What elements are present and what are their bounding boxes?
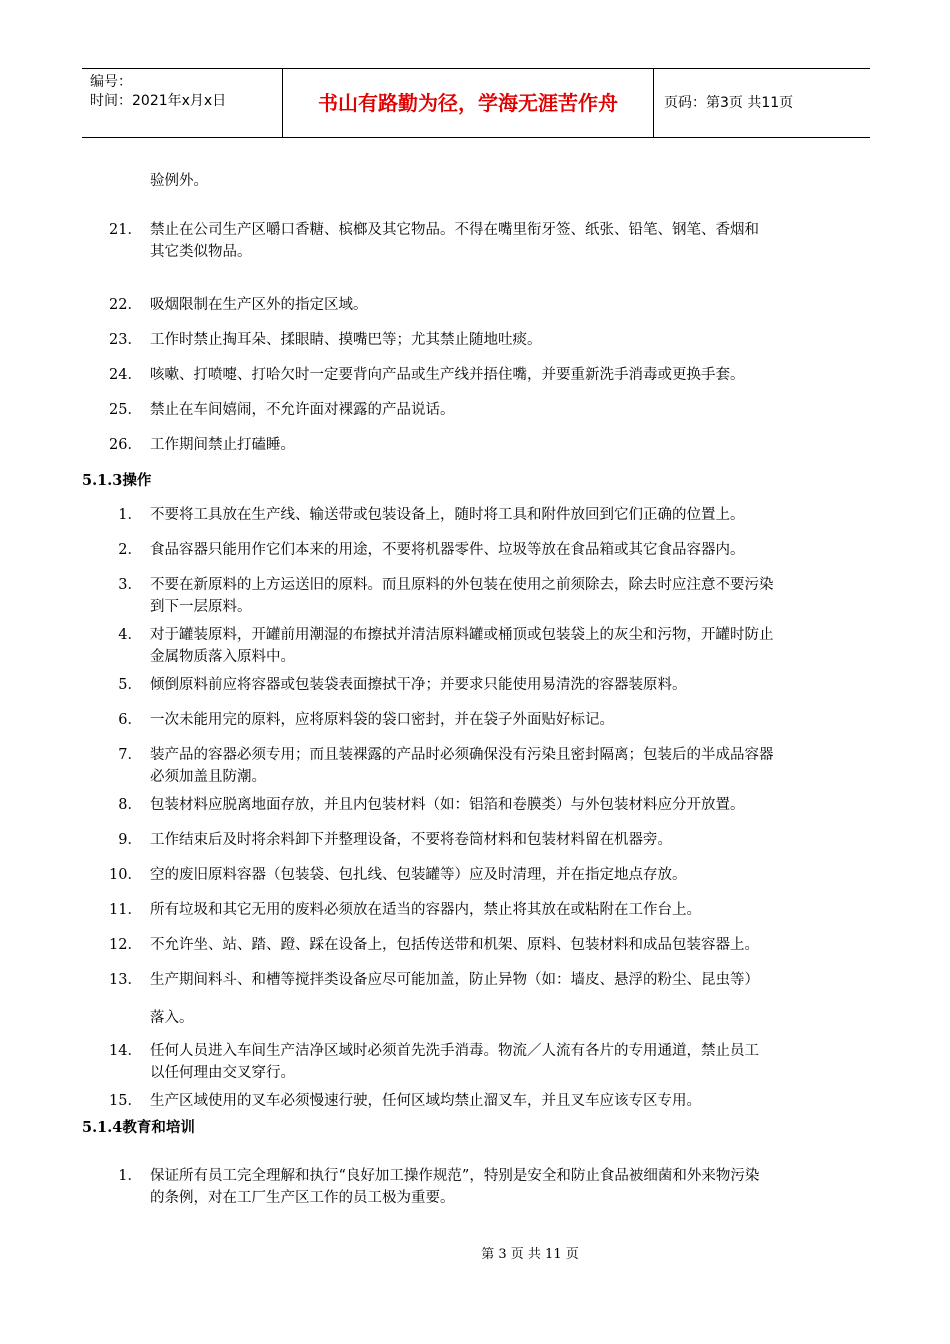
list-item-text: 到下一层原料。 — [150, 599, 252, 615]
list-item-text: 不允许坐、站、踏、蹬、踩在设备上，包括传送带和机架、原料、包装材料和成品包装容器上。 — [150, 937, 759, 953]
list-item-text: 咳嗽、打喷嚏、打哈欠时一定要背向产品或生产线并捂住嘴，并要重新洗手消毒或更换手套。 — [150, 367, 745, 383]
section-heading-5-1-4: 5.1.4教育和培训 — [82, 1119, 195, 1136]
list-item-number: 1． — [118, 507, 142, 523]
list-item-text: 空的废旧原料容器（包装袋、包扎线、包装罐等）应及时清理，并在指定地点存放。 — [150, 867, 687, 883]
list-item-text: 装产品的容器必须专用；而且装裸露的产品时必须确保没有污染且密封隔离；包装后的半成品容器 — [150, 747, 774, 763]
list-item-text: 对于罐装原料，开罐前用潮湿的布擦拭并清洁原料罐或桶顶或包装袋上的灰尘和污物，开罐时防止 — [150, 627, 774, 643]
list-item-text: 的条例，对在工厂生产区工作的员工极为重要。 — [150, 1190, 455, 1206]
list-item-number: 21． — [109, 222, 142, 238]
list-item-text: 工作结束后及时将余料卸下并整理设备，不要将卷筒材料和包装材料留在机器旁。 — [150, 832, 672, 848]
list-item-number: 12． — [109, 937, 142, 953]
list-item-number: 26． — [109, 437, 142, 453]
code-label: 编号： — [90, 74, 132, 90]
list-item-number: 13． — [109, 972, 142, 988]
section-heading-5-1-3: 5.1.3操作 — [82, 472, 152, 489]
list-item-number: 5． — [118, 677, 142, 693]
list-item-text: 一次未能用完的原料，应将原料袋的袋口密封，并在袋子外面贴好标记。 — [150, 712, 614, 728]
list-item-number: 6． — [118, 712, 142, 728]
list-item-number: 25． — [109, 402, 142, 418]
list-item-number: 4． — [118, 627, 142, 643]
list-item-text: 所有垃圾和其它无用的废料必须放在适当的容器内，禁止将其放在或粘附在工作台上。 — [150, 902, 701, 918]
list-item-text: 工作期间禁止打磕睡。 — [150, 437, 295, 453]
list-item-number: 10． — [109, 867, 142, 883]
list-item-text: 工作时禁止掏耳朵、揉眼睛、摸嘴巴等；尤其禁止随地吐痰。 — [150, 332, 542, 348]
list-item-text: 不要在新原料的上方运送旧的原料。而且原料的外包装在使用之前须除去，除去时应注意不要污染 — [150, 577, 774, 593]
list-item-text: 以任何理由交叉穿行。 — [150, 1065, 295, 1081]
list-item-text: 落入。 — [150, 1010, 194, 1026]
time-label: 时间：2021年x月x日 — [90, 93, 227, 109]
list-item-text: 必须加盖且防潮。 — [150, 769, 266, 785]
list-item-number: 3． — [118, 577, 142, 593]
list-item-number: 22． — [109, 297, 142, 313]
list-item-number: 2． — [118, 542, 142, 558]
list-item-text: 禁止在公司生产区嚼口香糖、槟榔及其它物品。不得在嘴里衔牙签、纸张、铅笔、钢笔、香烟和 — [150, 222, 759, 238]
list-item-number: 14． — [109, 1043, 142, 1059]
list-item-number: 11． — [109, 902, 142, 918]
list-item-text: 任何人员进入车间生产洁净区域时必须首先洗手消毒。物流／人流有各片的专用通道，禁止员工 — [150, 1043, 759, 1059]
list-item-number: 24． — [109, 367, 142, 383]
list-item-text: 禁止在车间嬉闹，不允许面对裸露的产品说话。 — [150, 402, 455, 418]
list-item-number: 8． — [118, 797, 142, 813]
motto: 书山有路勤为径，学海无涯苦作舟 — [283, 69, 654, 137]
list-item-text: 保证所有员工完全理解和执行“良好加工操作规范”，特别是安全和防止食品被细菌和外来物污染 — [150, 1168, 760, 1184]
page-footer: 第 3 页 共 11 页 — [481, 1247, 579, 1262]
list-item-number: 9． — [118, 832, 142, 848]
list-item-text: 包装材料应脱离地面存放，并且内包装材料（如：铝箔和卷膜类）与外包装材料应分开放置。 — [150, 797, 745, 813]
continuation-text: 验例外。 — [150, 173, 208, 189]
page-label: 页码：第3页 共11页 — [664, 95, 794, 111]
list-item-number: 7． — [118, 747, 142, 763]
list-item-text: 生产期间料斗、和槽等搅拌类设备应尽可能加盖，防止异物（如：墙皮、悬浮的粉尘、昆虫等） — [150, 972, 759, 988]
header-meta-cell — [82, 69, 283, 137]
list-item-number: 1． — [118, 1168, 142, 1184]
list-item-text: 其它类似物品。 — [150, 244, 252, 260]
document-header — [82, 68, 870, 138]
list-item-text: 食品容器只能用作它们本来的用途，不要将机器零件、垃圾等放在食品箱或其它食品容器内。 — [150, 542, 745, 558]
list-item-number: 15． — [109, 1093, 142, 1109]
list-item-text: 金属物质落入原料中。 — [150, 649, 295, 665]
list-item-text: 倾倒原料前应将容器或包装袋表面擦拭干净；并要求只能使用易清洗的容器装原料。 — [150, 677, 687, 693]
list-item-number: 23． — [109, 332, 142, 348]
list-item-text: 生产区域使用的叉车必须慢速行驶，任何区域均禁止溜叉车，并且叉车应该专区专用。 — [150, 1093, 701, 1109]
list-item-text: 吸烟限制在生产区外的指定区域。 — [150, 297, 368, 313]
list-item-text: 不要将工具放在生产线、输送带或包装设备上，随时将工具和附件放回到它们正确的位置上。 — [150, 507, 745, 523]
